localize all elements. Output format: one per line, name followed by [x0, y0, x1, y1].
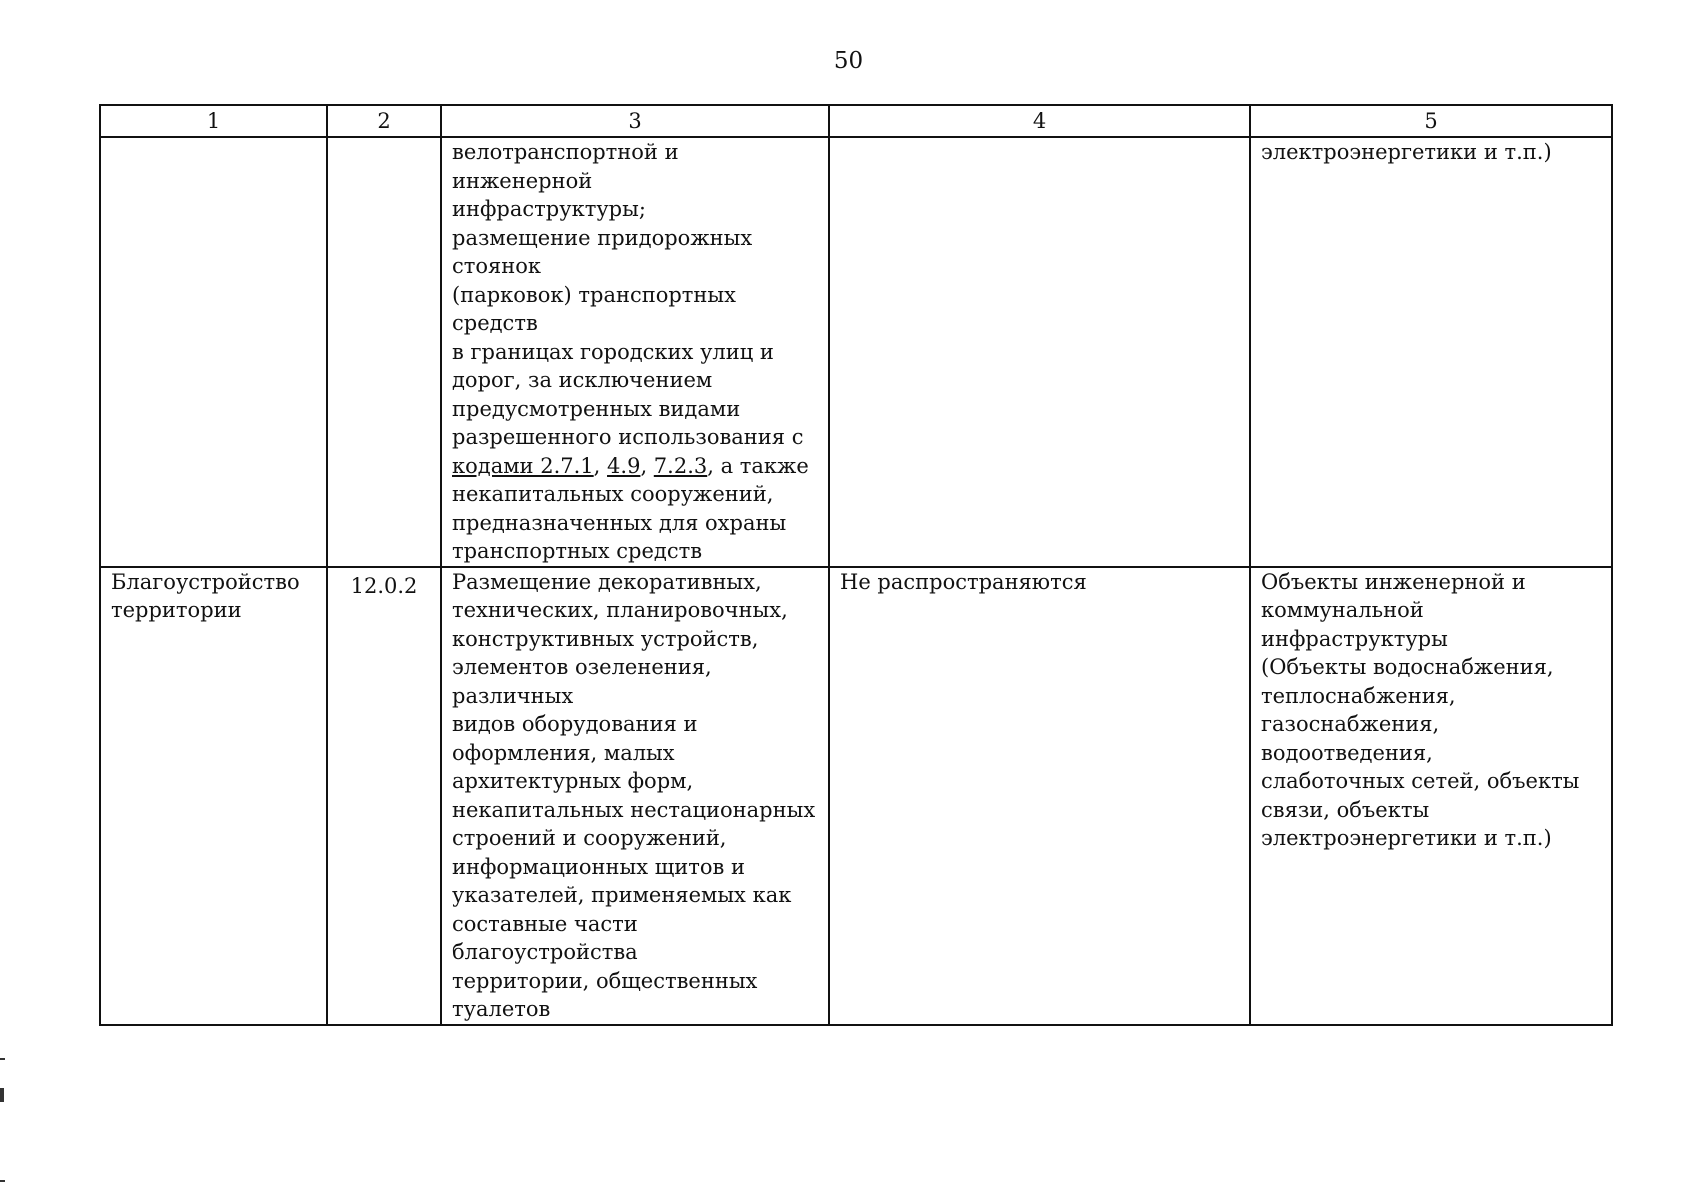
separator: ,: [593, 453, 608, 478]
table-row: [100, 567, 1612, 1025]
row1-code: [327, 137, 441, 567]
row1-description: [441, 137, 829, 567]
row2-code: 12.0.2: [327, 567, 441, 1025]
row1-description-text-b: , а также некапитальных сооружений, предназначенных для охраны транспортных средств: [452, 453, 809, 563]
row1-restrictions: [829, 137, 1250, 567]
header-col-4: 4: [829, 105, 1250, 137]
code-link-2-7-1[interactable]: кодами 2.7.1: [452, 453, 594, 478]
table-row: [100, 137, 1612, 567]
header-col-5: 5: [1250, 105, 1612, 137]
row2-description: Размещение декоративных, технических, планировочных, конструктивных устройств, элементов озеленения, различных видов оборудования и оформления, малых архитектурных форм, некапитальных нестационарных строений и сооружений, информационных щитов и указателей, применяемых как составные части благоустройства территории, общественных туалетов: [441, 567, 829, 1025]
table-header: [100, 105, 1612, 137]
row2-restrictions: Не распространяются: [829, 567, 1250, 1025]
scan-margin-mark: [0, 1088, 4, 1102]
row1-use-name: [100, 137, 327, 567]
row2-use-name: Благоустройство территории: [100, 567, 327, 1025]
header-col-1: 1: [100, 105, 327, 137]
row1-objects: электроэнергетики и т.п.): [1250, 137, 1612, 567]
separator: ,: [640, 453, 654, 478]
header-col-3: 3: [441, 105, 829, 137]
scan-margin-mark: [0, 1180, 5, 1182]
row1-description-text-a: велотранспортной и инженерной инфраструктуры; размещение придорожных стоянок (парковок) транспортных средств в границах городских улиц и дорог, за исключением предусмотренных видами разрешенного использования с: [452, 140, 804, 449]
header-row: [100, 105, 1612, 137]
page-number: 50: [833, 48, 864, 74]
code-link-4-9[interactable]: 4.9: [607, 453, 641, 478]
scan-margin-mark: [0, 1058, 5, 1060]
header-col-2: 2: [327, 105, 441, 137]
regulations-table: [99, 104, 1613, 1026]
code-link-7-2-3[interactable]: 7.2.3: [653, 453, 708, 478]
row2-objects: Объекты инженерной и коммунальной инфраструктуры (Объекты водоснабжения, теплоснабжения, газоснабжения, водоотведения, слаботочных сетей, объекты связи, объекты электроэнергетики и т.п.): [1250, 567, 1612, 1025]
